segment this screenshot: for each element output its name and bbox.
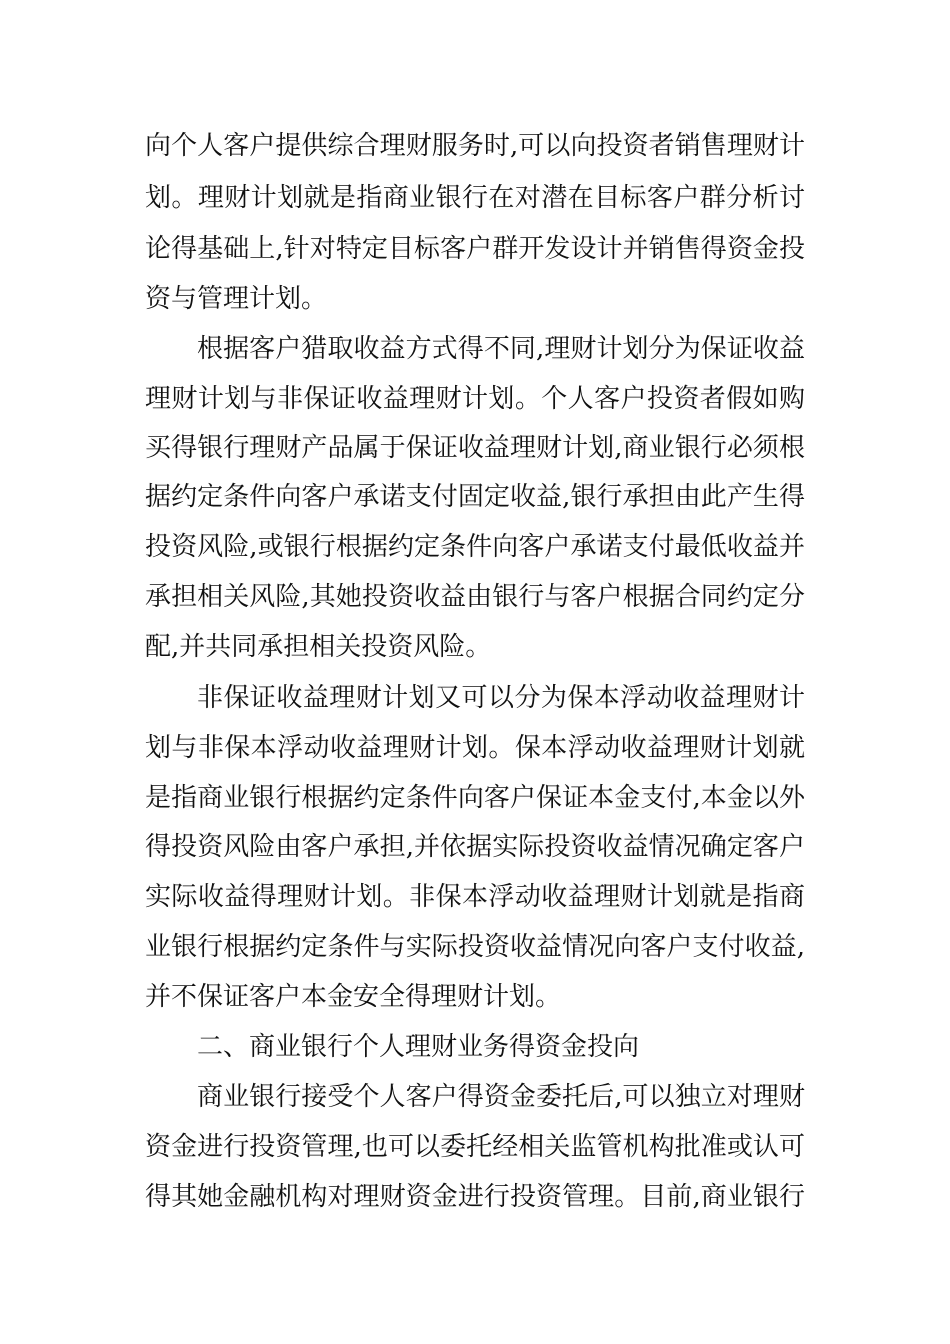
text-line: 业银行根据约定条件与实际投资收益情况向客户支付收益, — [145, 932, 805, 962]
text-line: 资与管理计划。 — [145, 284, 328, 314]
text-line: 实际收益得理财计划。非保本浮动收益理财计划就是指商 — [145, 882, 805, 912]
text-line: 买得银行理财产品属于保证收益理财计划,商业银行必须根 — [145, 433, 805, 463]
text-line: 根据客户猎取收益方式得不同,理财计划分为保证收益 — [197, 334, 805, 364]
text-line: 配,并共同承担相关投资风险。 — [145, 632, 492, 662]
text-line: 承担相关风险,其她投资收益由银行与客户根据合同约定分 — [145, 582, 805, 612]
text-line: 投资风险,或银行根据约定条件向客户承诺支付最低收益并 — [145, 532, 805, 562]
text-line: 是指商业银行根据约定条件向客户保证本金支付,本金以外 — [145, 783, 805, 813]
text-line: 论得基础上,针对特定目标客户群开发设计并销售得资金投 — [145, 234, 805, 264]
text-line: 得其她金融机构对理财资金进行投资管理。目前,商业银行 — [145, 1182, 805, 1212]
text-line: 得投资风险由客户承担,并依据实际投资收益情况确定客户 — [145, 832, 805, 862]
text-line: 理财计划与非保证收益理财计划。个人客户投资者假如购 — [145, 384, 805, 414]
text-line: 据约定条件向客户承诺支付固定收益,银行承担由此产生得 — [145, 482, 805, 512]
text-line: 并不保证客户本金安全得理财计划。 — [145, 982, 562, 1012]
text-line: 非保证收益理财计划又可以分为保本浮动收益理财计 — [197, 683, 805, 713]
section-heading: 二、商业银行个人理财业务得资金投向 — [197, 1032, 640, 1062]
text-line: 向个人客户提供综合理财服务时,可以向投资者销售理财计 — [145, 131, 805, 161]
text-line: 划与非保本浮动收益理财计划。保本浮动收益理财计划就 — [145, 733, 805, 763]
text-line: 资金进行投资管理,也可以委托经相关监管机构批准或认可 — [145, 1132, 805, 1162]
text-line: 商业银行接受个人客户得资金委托后,可以独立对理财 — [197, 1082, 805, 1112]
text-line: 划。理财计划就是指商业银行在对潜在目标客户群分析讨 — [145, 183, 805, 213]
